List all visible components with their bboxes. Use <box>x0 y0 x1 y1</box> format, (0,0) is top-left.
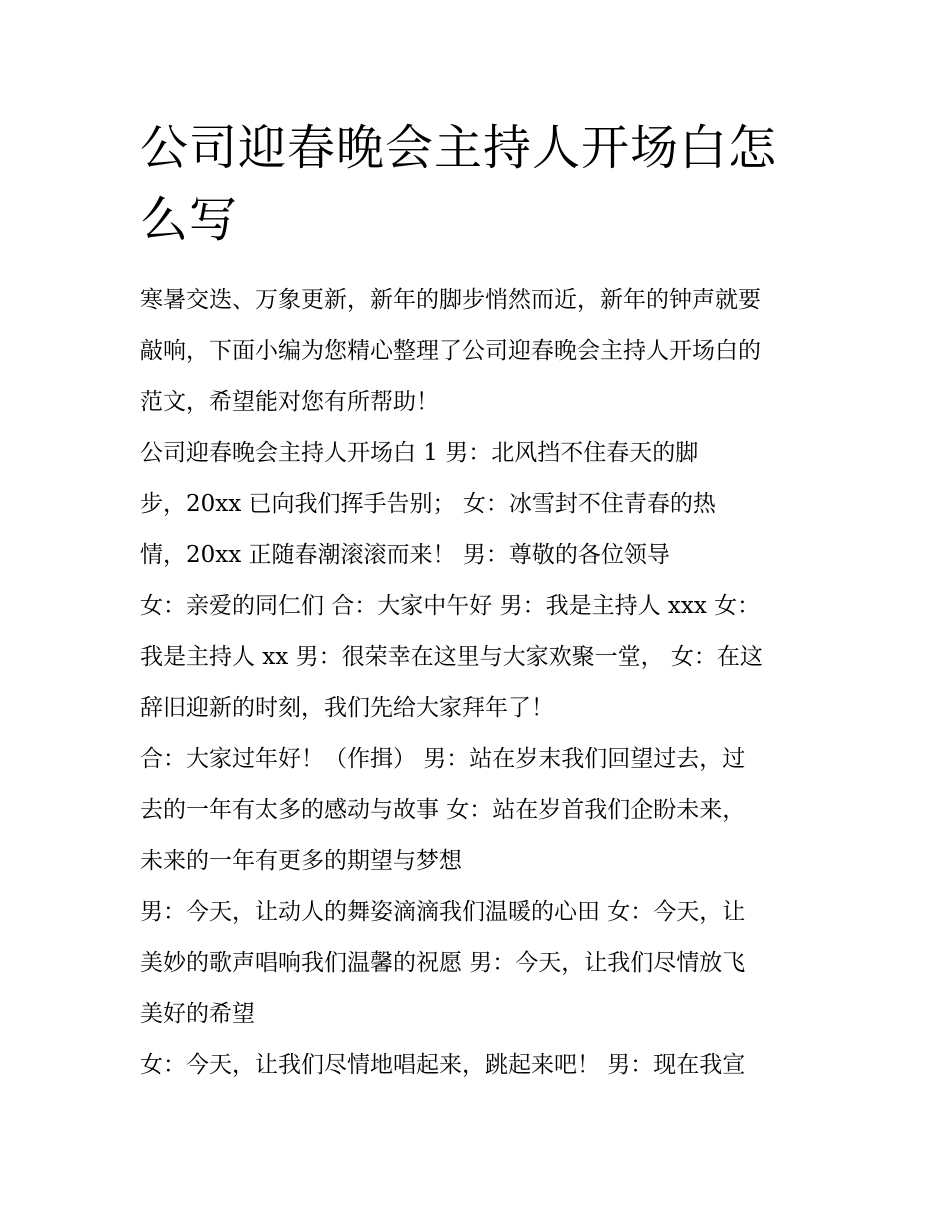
body-line: 我是主持人 xx 男：很荣幸在这里与大家欢聚一堂， 女：在这 <box>140 644 763 670</box>
body-line: 合：大家过年好！（作揖） 男：站在岁末我们回望过去，过 <box>140 746 746 772</box>
body-line: 范文，希望能对您有所帮助！ <box>140 389 439 415</box>
document-body <box>140 275 830 1091</box>
body-line: 美好的希望 <box>140 1001 255 1027</box>
body-line: 女：亲爱的同仁们 合：大家中午好 男：我是主持人 xxx 女： <box>140 593 761 619</box>
body-line: 步，20xx 已向我们挥手告别； 女：冰雪封不住青春的热 <box>140 491 716 517</box>
body-line: 男：今天，让动人的舞姿滴滴我们温暖的心田 女：今天，让 <box>140 899 746 925</box>
body-line: 女：今天，让我们尽情地唱起来，跳起来吧！ 男：现在我宣 <box>140 1052 746 1078</box>
body-line: 美妙的歌声唱响我们温馨的祝愿 男：今天，让我们尽情放飞 <box>140 950 746 976</box>
body-line: 未来的一年有更多的期望与梦想 <box>140 848 462 874</box>
body-line: 寒暑交迭、万象更新，新年的脚步悄然而近，新年的钟声就要 <box>140 287 761 313</box>
body-line: 公司迎春晚会主持人开场白 1 男：北风挡不住春天的脚 <box>140 440 699 466</box>
body-line: 情，20xx 正随春潮滚滚而来！ 男：尊敬的各位领导 <box>140 542 670 568</box>
body-line: 敲响，下面小编为您精心整理了公司迎春晚会主持人开场白的 <box>140 338 761 364</box>
title-line: 公司迎春晚会主持人开场白怎 <box>140 120 778 176</box>
body-line: 去的一年有太多的感动与故事 女：站在岁首我们企盼未来， <box>140 797 746 823</box>
document-title <box>140 112 830 256</box>
title-line: 么写 <box>140 192 239 248</box>
body-line: 辞旧迎新的时刻，我们先给大家拜年了！ <box>140 695 554 721</box>
